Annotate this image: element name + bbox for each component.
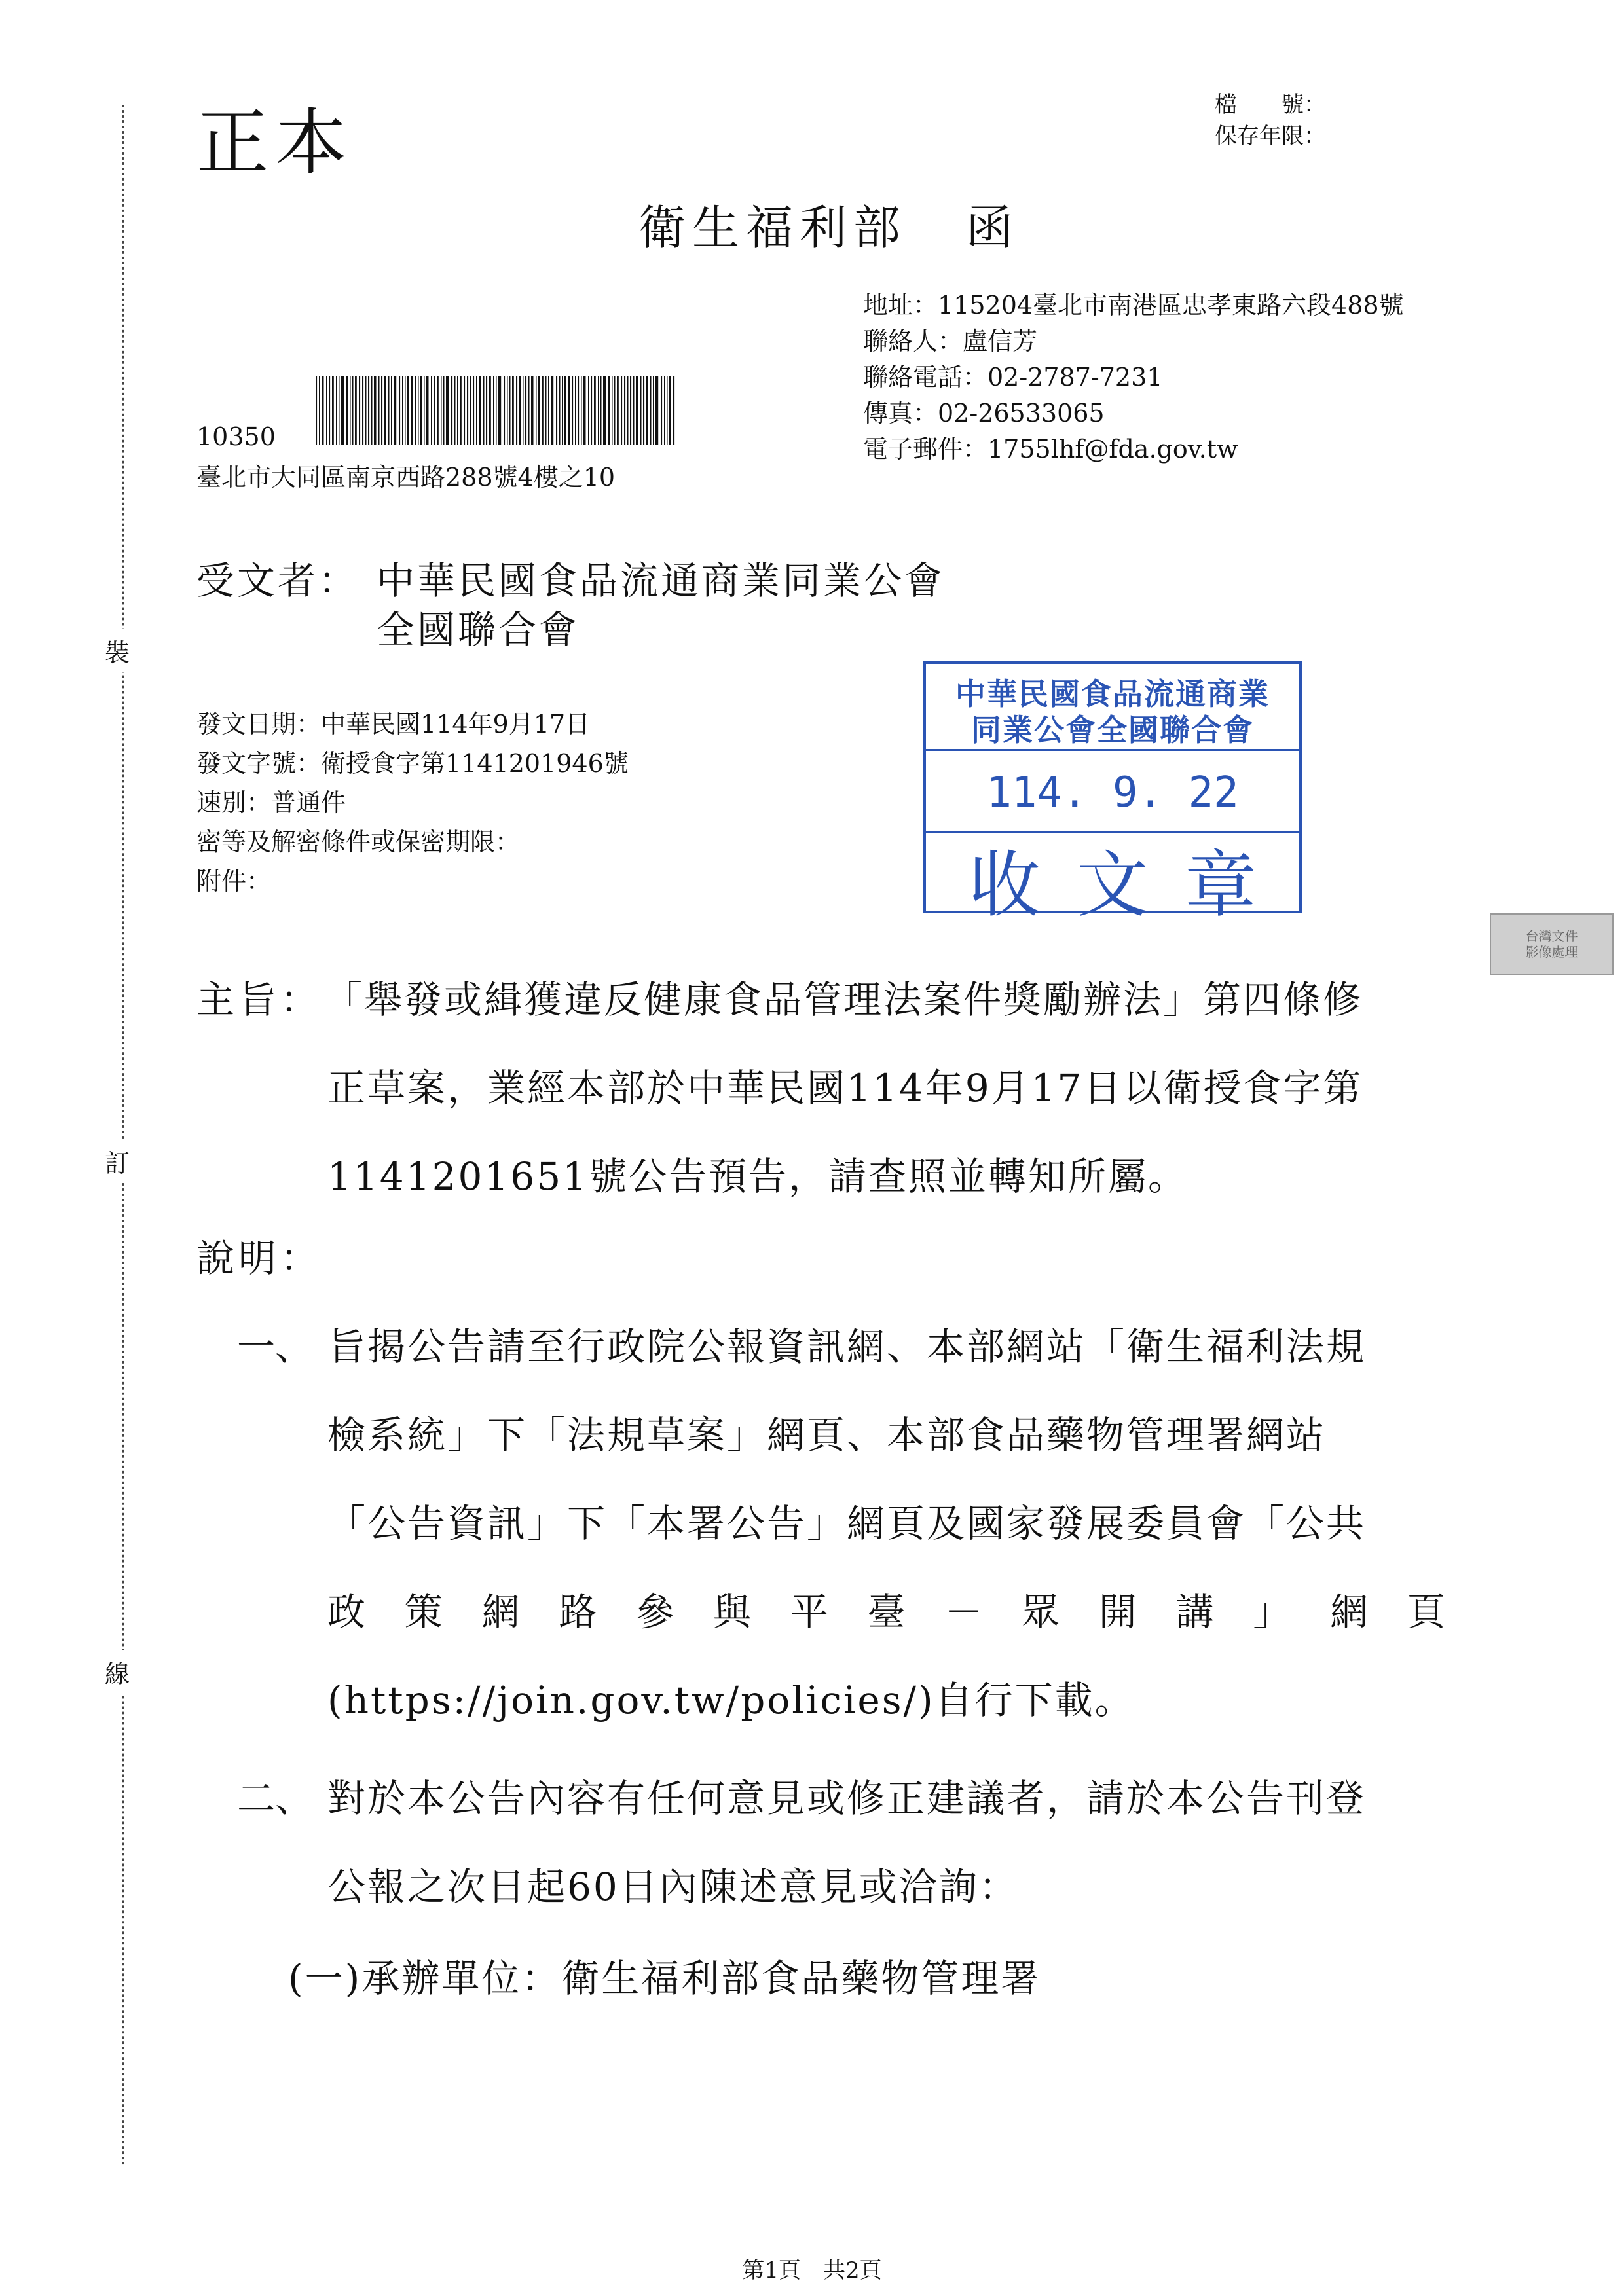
barcode-bar [418,376,419,445]
barcode-bar [322,376,324,445]
barcode-bar [371,376,373,445]
barcode-bar [525,376,526,445]
explanation-item-1-number: 一、 [237,1324,314,1369]
recipient-label: 受文者： [196,558,360,603]
explanation-item-1-line-5: (https://join.gov.tw/policies/)自行下載。 [327,1678,1135,1722]
subject-line-3: 1141201651號公告預告，請查照並轉知所屬。 [327,1154,1189,1199]
barcode-bar [384,376,386,445]
explanation-item-2-line-1: 對於本公告內容有任何意見或修正建議者，請於本公告刊登 [327,1776,1367,1821]
barcode-bar [329,376,330,445]
barcode-bar [420,376,422,445]
barcode-bar [405,376,406,445]
contact-fax: 傳真：02-26533065 [863,399,1105,428]
barcode-bar [336,376,337,445]
barcode-bar [399,376,400,445]
barcode-bar [598,376,599,445]
barcode-bar [640,376,642,445]
secrecy-level: 密等及解密條件或保密期限： [196,828,521,856]
barcode-bar [551,376,553,445]
barcode-bar [454,376,456,445]
barcode-bar [507,376,508,445]
barcode-bar [446,376,449,445]
binding-char-zhuang: 裝 [105,629,130,672]
barcode-bar [434,376,435,445]
page-number: 第1頁 共2頁 [742,2257,882,2284]
barcode-bar [411,376,413,445]
barcode-bar [588,376,589,445]
line4-word: － [944,1590,985,1634]
barcode-bar [464,376,465,445]
barcode-bar [646,376,648,445]
side-seal [1490,913,1614,975]
line4-word: 」 [1253,1590,1293,1634]
barcode-bar [650,376,652,445]
line4-word: 眾 [1022,1590,1062,1634]
barcode-bar [669,376,671,445]
barcode-bar [359,376,360,445]
barcode-bar [394,376,396,445]
barcode-bar [391,376,392,445]
barcode-bar [498,376,501,445]
explanation-item-2-sub-1: (一)承辦單位：衛生福利部食品藥物管理署 [288,1956,1041,2001]
binding-char-ding: 訂 [105,1139,130,1183]
barcode-bar [470,376,471,445]
barcode-bar [600,376,602,445]
barcode-bar [633,376,635,445]
barcode-bar [572,376,573,445]
barcode-bar [612,376,613,445]
postal-code: 10350 [196,422,276,451]
barcode-bar [346,376,348,445]
barcode-bar [374,376,377,445]
barcode-bar [457,376,458,445]
line4-word: 與 [712,1590,753,1634]
barcode-bar [542,376,544,445]
barcode-bar [578,376,579,445]
agency-heading [638,190,1020,258]
line4-word: 參 [636,1590,676,1634]
barcode-bar [437,376,439,445]
received-stamp [923,661,1302,927]
contact-person: 聯絡人：盧信芳 [863,327,1038,355]
retention-period-label: 保存年限： [1215,123,1326,149]
barcode-bar [460,376,462,445]
subject-label: 主旨： [196,977,323,1022]
issue-date: 發文日期：中華民國114年9月17日 [196,710,591,738]
explanation-item-1-line-1: 旨揭公告請至行政院公報資訊網、本部網站「衛生福利法規 [327,1324,1367,1369]
barcode-bar [608,376,610,445]
barcode-bar [415,376,416,445]
barcode-bar [614,376,616,445]
barcode-bar [332,376,334,445]
stamp-org-line1: 中華民國食品流通商業 [955,676,1270,712]
explanation-item-2-line-2: 公報之次日起60日內陳述意見或洽詢： [327,1865,1019,1909]
barcode-bar [476,376,477,445]
barcode-bar [627,376,629,445]
side-seal-line1: 台灣文件 [1525,928,1578,944]
barcode-bar [603,376,606,445]
barcode-bar [643,376,644,445]
barcode-bar [664,376,665,445]
barcode-bar [509,376,511,445]
barcode-bar [489,376,491,445]
barcode-bar [431,376,432,445]
barcode-bar [536,376,537,445]
line4-word: 政 [327,1590,368,1634]
barcode-bar [424,376,425,445]
barcode-bar [426,376,429,445]
barcode-bar [667,376,668,445]
barcode-bar [621,376,622,445]
barcode-bar [493,376,494,445]
barcode-bar [352,376,354,445]
barcode-bar [441,376,442,445]
contact-address: 地址：115204臺北市南港區忠孝東路六段488號 [863,291,1404,319]
line4-word: 頁 [1407,1590,1447,1634]
barcode-bar [636,376,638,445]
document-number: 發文字號：衛授食字第1141201946號 [196,749,629,778]
barcode-bar [365,376,367,445]
barcode-bar [496,376,497,445]
barcode-bar [504,376,505,445]
copy-mark: 正本 [196,101,354,185]
barcode-bar [407,376,409,445]
barcode-bar [568,376,570,445]
file-number-label: 檔 號： [1215,92,1326,118]
barcode-bar [512,376,514,445]
barcode-bar [538,376,540,445]
line4-word: 平 [790,1590,830,1634]
barcode-bar [443,376,445,445]
barcode-bar [368,376,369,445]
stamp-divider [926,749,1299,751]
stamp-date: 114. 9. 22 [986,769,1239,817]
delivery-speed: 速別：普通件 [196,788,346,817]
line4-word: 網 [481,1590,522,1634]
contact-phone: 聯絡電話：02-2787-7231 [863,363,1163,392]
barcode-bar [630,376,631,445]
line4-word: 網 [1330,1590,1371,1634]
barcode-bar [653,376,654,445]
barcode-bar [531,376,534,445]
binding-char-xian: 線 [105,1650,130,1694]
barcode-bar [378,376,380,445]
barcode-bar [673,376,674,445]
barcode-bar [381,376,382,445]
stamp-org-line2: 同業公會全國聯合會 [971,712,1254,748]
barcode-bar [326,376,327,445]
recipient-name-line2: 全國聯合會 [377,608,580,652]
barcode-bar [655,376,658,445]
barcode-bar [556,376,557,445]
explanation-item-1-line-2: 檢系統」下「法規草案」網頁、本部食品藥物管理署網站 [327,1413,1327,1457]
recipient-name-line1: 中華民國食品流通商業同業公會 [377,558,946,603]
barcode-bar [562,376,563,445]
explanation-item-2-number: 二、 [237,1776,314,1821]
recipient-address: 臺北市大同區南京西路288號4樓之10 [196,463,616,492]
barcode-bar [319,376,320,445]
barcode-bar [564,376,566,445]
line4-word: 路 [559,1590,599,1634]
barcode-bar [316,376,317,445]
postal-barcode [316,376,676,445]
contact-email: 電子郵件：1755lhf@fda.gov.tw [863,435,1238,464]
explanation-item-1-line-3: 「公告資訊」下「本署公告」網頁及國家發展委員會「公共 [327,1501,1367,1546]
agency-name: 衛生福利部 [638,200,908,255]
barcode-bar [594,376,596,445]
barcode-bar [559,376,561,445]
barcode-bar [483,376,485,445]
line4-word: 開 [1098,1590,1139,1634]
barcode-bar [528,376,530,445]
barcode-bar [350,376,351,445]
subject-line-1: 「舉發或緝獲違反健康食品管理法案件獎勵辦法」第四條修 [324,977,1363,1022]
barcode-bar [362,376,363,445]
binding-dotted-line [122,105,124,2167]
line4-word: 臺 [867,1590,908,1634]
barcode-bar [523,376,524,445]
barcode-bar [402,376,403,445]
barcode-bar [388,376,390,445]
barcode-bar [661,376,662,445]
barcode-bar [591,376,592,445]
barcode-bar [451,376,452,445]
document-type: 函 [966,200,1020,255]
barcode-bar [486,376,487,445]
explanation-label: 說明： [196,1236,323,1281]
line4-word: 策 [404,1590,445,1634]
stamp-title: 收文章 [969,843,1293,927]
line4-word: 講 [1175,1590,1216,1634]
barcode-bar [575,376,576,445]
barcode-bar [467,376,468,445]
barcode-bar [548,376,549,445]
explanation-item-1-line-4 [327,1581,1447,1636]
barcode-bar [339,376,340,445]
barcode-bar [479,376,481,445]
barcode-bar [583,376,586,445]
barcode-bar [545,376,547,445]
barcode-bar [355,376,357,445]
barcode-bar [624,376,625,445]
barcode-bar [341,376,344,445]
side-seal-line2: 影像處理 [1525,944,1578,960]
barcode-bar [581,376,582,445]
barcode-bar [519,376,521,445]
barcode-bar [473,376,474,445]
barcode-bar [617,376,619,445]
barcode-bar [516,376,517,445]
subject-line-2: 正草案，業經本部於中華民國114年9月17日以衛授食字第 [327,1066,1363,1110]
attachment-label: 附件： [196,867,272,896]
